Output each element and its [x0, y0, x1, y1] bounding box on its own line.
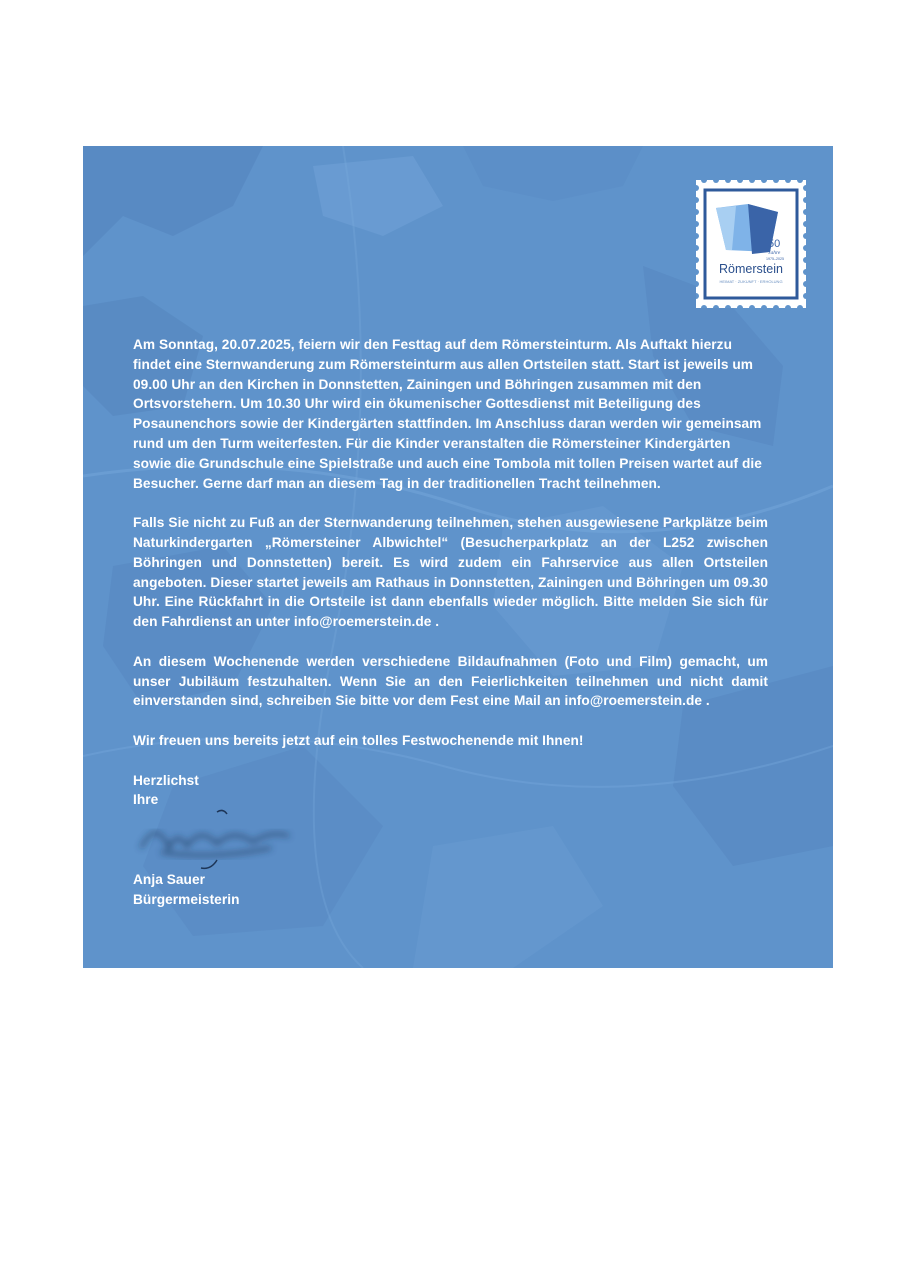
paragraph-closing-wish: Wir freuen uns bereits jetzt auf ein tolles Festwochenende mit Ihnen!	[133, 732, 584, 748]
stamp-anniversary-number: 50	[768, 238, 781, 250]
roemerstein-50-years-stamp-logo	[696, 180, 806, 308]
stamp-graphic	[696, 180, 806, 308]
paragraph-parking-shuttle: Falls Sie nicht zu Fuß an der Sternwanderung teilnehmen, stehen ausgewiesene Parkplätze beim Naturkindergarten „Römersteiner Albwichtel“ (Besucherparkplatz an der L252 zwischen Böhringen und Donnstetten) bereit. Es wird zudem ein Fahrservice aus allen Ortsteilen angeboten. Dieser startet jeweils am Rathaus in Donnstetten, Zainingen und Böhringen um 09.30 Uhr. Eine Rückfahrt in die Ortsteile ist dann ebenfalls wieder möglich. Bitte melden Sie sich für den Fahrdienst an unter info@roemerstein.de .	[133, 515, 768, 630]
signatory-role: Bürgermeisterin	[133, 891, 240, 907]
paragraph-festival-day: Am Sonntag, 20.07.2025, feiern wir den Festtag auf dem Römersteinturm. Als Auftakt hierzu findet eine Sternwanderung zum Römersteinturm aus allen Ortsteilen statt. Start ist jeweils um 09.00 Uhr an den Kirchen in Donnstetten, Zainingen und Böhringen zusammen mit den Ortsvorstehern. Um 10.30 Uhr wird ein ökumenischer Gottesdienst mit Beteiligung des Posaunenchors sowie der Kindergärten stattfinden. Im Anschluss daran werden wir gemeinsam rund um den Turm weiterfesten. Für die Kinder veranstalten die Römersteiner Kindergärten sowie die Grundschule eine Spielstraße und auch eine Tombola mit tollen Preisen wartet auf die Besucher. Gerne darf man an diesem Tag in der traditionellen Tracht teilnehmen.	[133, 337, 762, 491]
handwritten-signature-blurred	[121, 808, 301, 870]
closing-greeting: Herzlichst	[133, 772, 199, 788]
letter-panel	[83, 146, 833, 968]
paragraph-photo-notice: An diesem Wochenende werden verschiedene Bildaufnahmen (Foto und Film) gemacht, um unser Jubiläum festzuhalten. Wenn Sie an den Feierlichkeiten teilnehmen und nicht damit einverstanden sind, schreiben Sie bitte vor dem Fest eine Mail an info@roemerstein.de .	[133, 653, 768, 709]
stamp-anniversary-word: Jahre	[768, 250, 781, 256]
closing-yours: Ihre	[133, 792, 159, 808]
stamp-years: 1975–2025	[766, 257, 784, 261]
stamp-tagline: HEIMAT · ZUKUNFT · ERHOLUNG	[719, 279, 783, 284]
letter-body	[133, 335, 768, 910]
stamp-brand-name: Römerstein	[719, 262, 783, 276]
signatory-name: Anja Sauer	[133, 872, 206, 888]
